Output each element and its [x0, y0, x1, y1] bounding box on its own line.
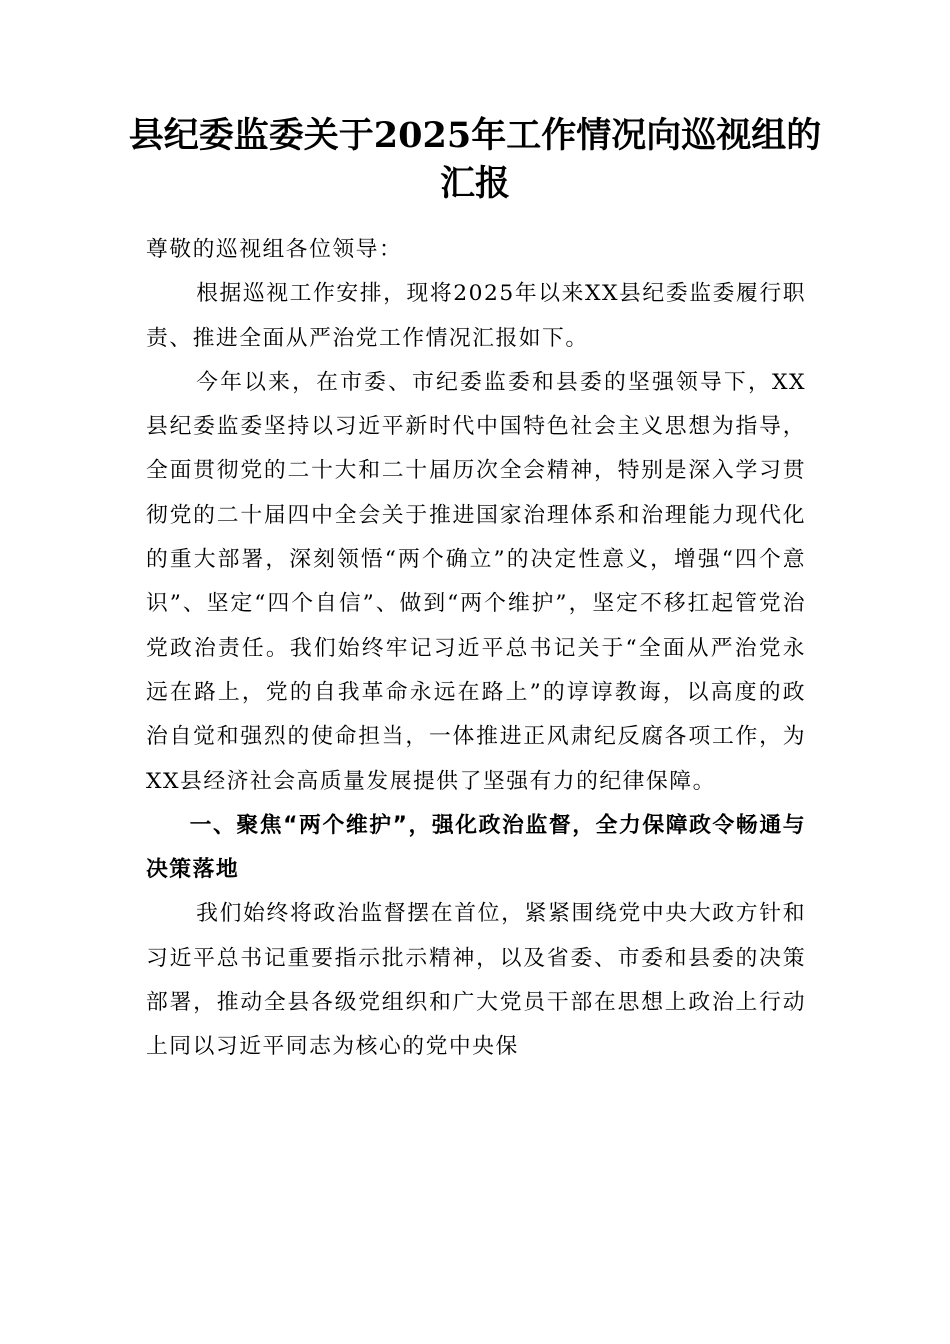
document-body: [146, 228, 806, 1070]
salutation: 尊敬的巡视组各位领导：: [146, 237, 403, 262]
section-paragraph: 我们始终将政治监督摆在首位，紧紧围绕党中央大政方针和习近平总书记重要指示批示精神，以及省委、市委和县委的决策部署，推动全县各级党组织和广大党员干部在思想上政治上行动上同以习近平同志为核心的党中央保: [146, 901, 806, 1060]
summary-paragraph: 今年以来，在市委、市纪委监委和县委的坚强领导下，XX县纪委监委坚持以习近平新时代中国特色社会主义思想为指导，全面贯彻党的二十大和二十届历次全会精神，特别是深入学习贯彻党的二十届四中全会关于推进国家治理体系和治理能力现代化的重大部署，深刻领悟“两个确立”的决定性意义，增强“四个意识”、坚定“四个自信”、做到“两个维护”，坚定不移扛起管党治党政治责任。我们始终牢记习近平总书记关于“全面从严治党永远在路上，党的自我革命永远在路上”的谆谆教诲，以高度的政治自觉和强烈的使命担当，一体推进正风肃纪反腐各项工作，为XX县经济社会高质量发展提供了坚强有力的纪律保障。: [146, 369, 806, 794]
document-title: 县纪委监委关于2025年工作情况向巡视组的汇报: [128, 115, 822, 204]
intro-paragraph: 根据巡视工作安排，现将2025年以来XX县纪委监委履行职责、推进全面从严治党工作情况汇报如下。: [146, 281, 806, 351]
section-heading: 一、聚焦“两个维护”，强化政治监督，全力保障政令畅通与决策落地: [146, 812, 806, 883]
